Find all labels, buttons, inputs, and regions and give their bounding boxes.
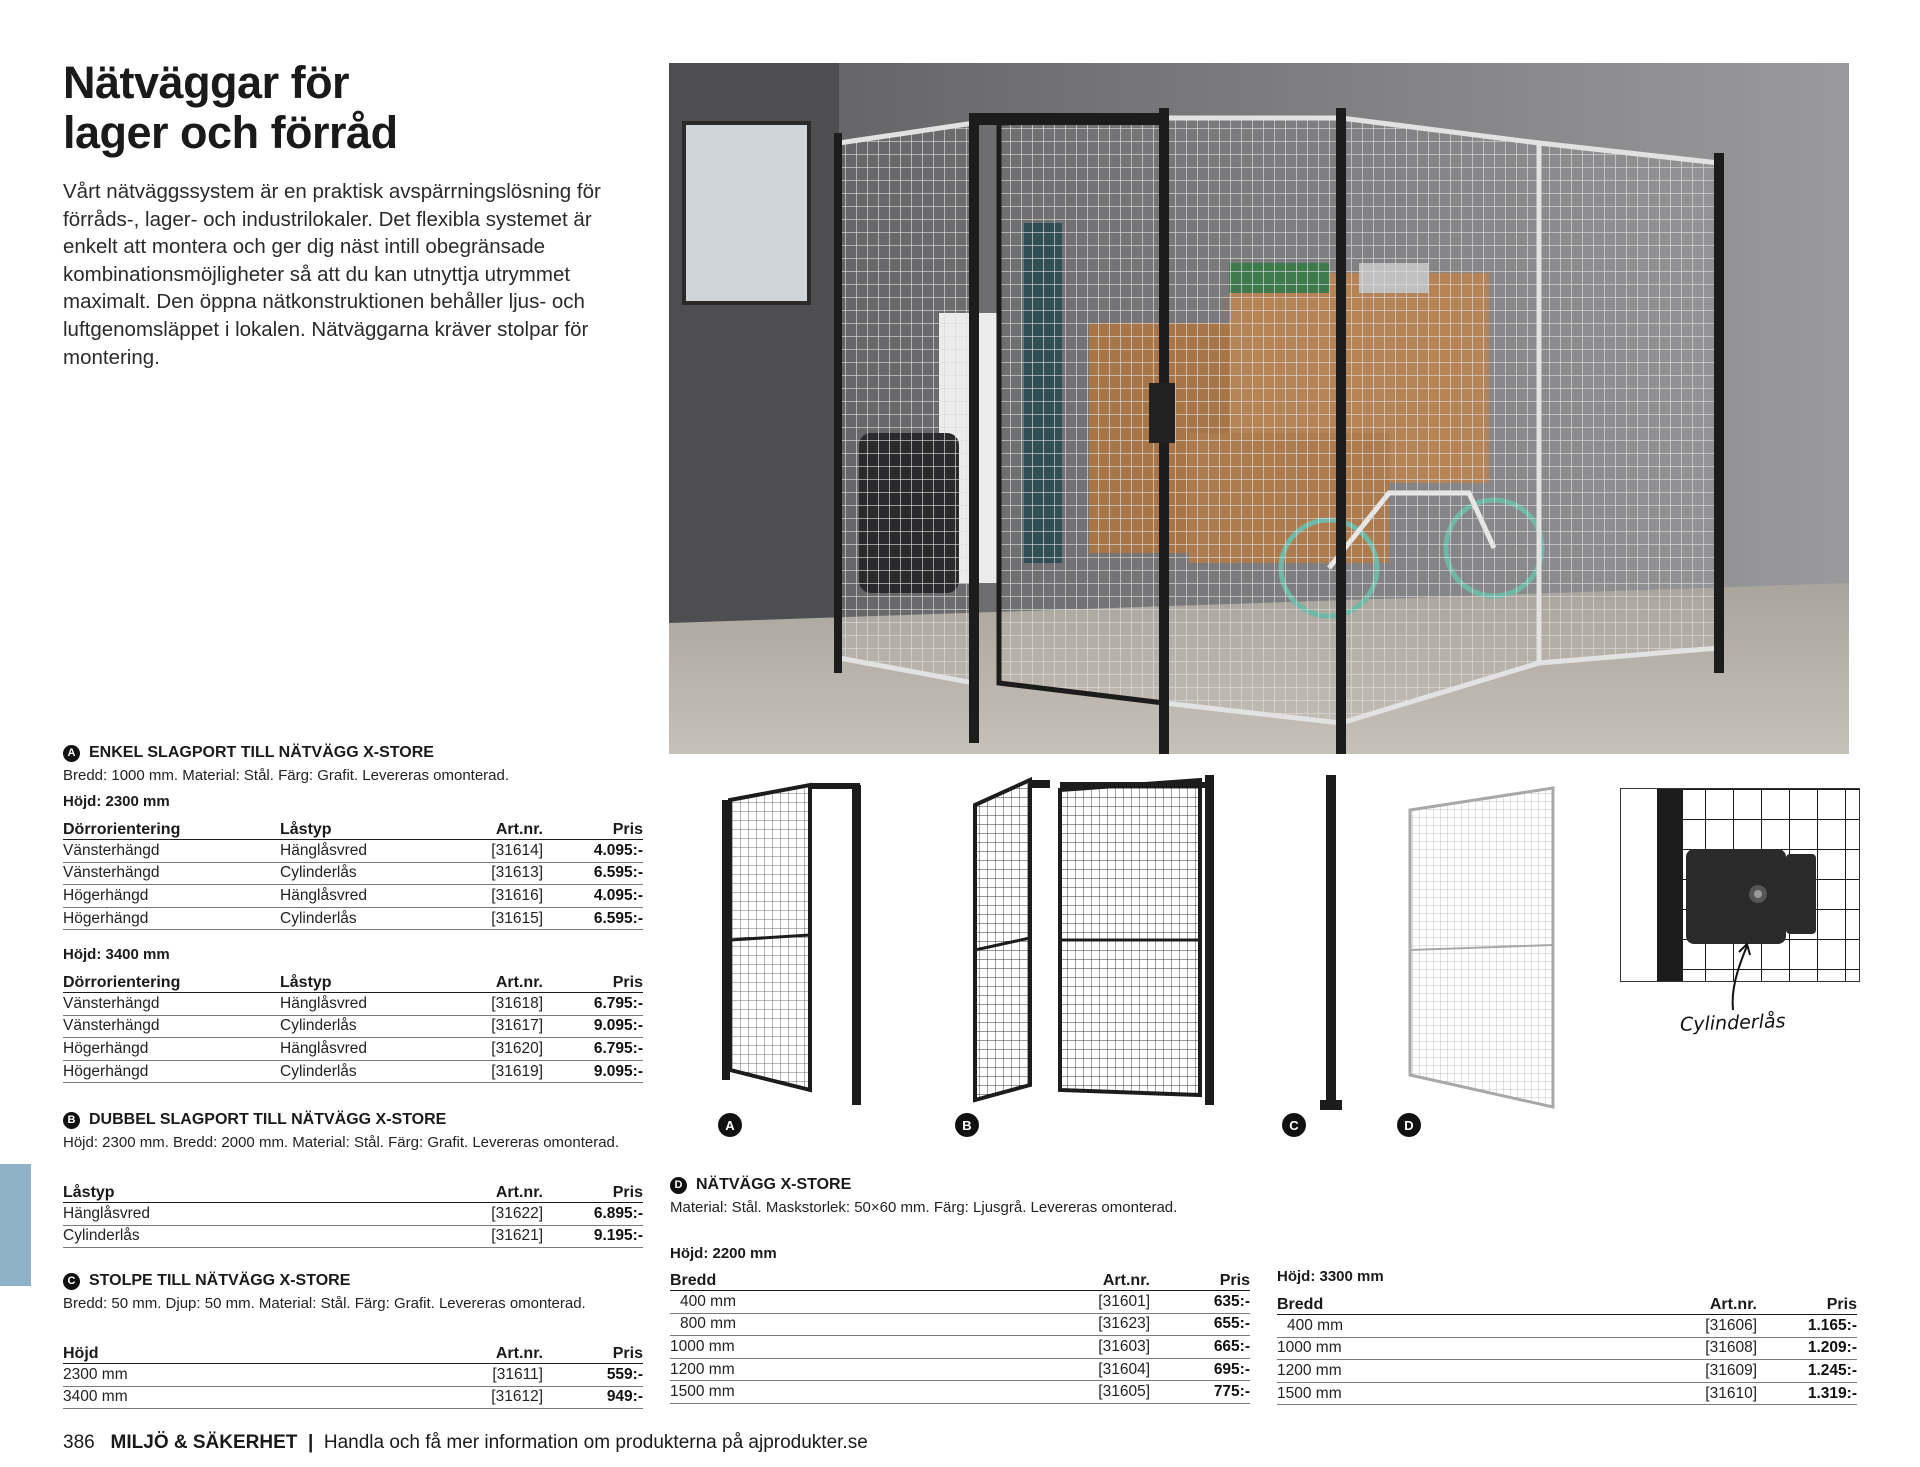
table-row: Vänsterhängd Cylinderlås [31613] 6.595:- (63, 862, 643, 885)
page-number: 386 (63, 1432, 95, 1453)
section-color-tab (0, 1164, 31, 1286)
hero-photo-storage-cage (669, 63, 1849, 754)
table-row: Hänglåsvred [31622] 6.895:- (63, 1203, 643, 1226)
table-c: Höjd Art.nr. Pris 2300 mm [31611] 559:- 3400 mm [31612] 949:- (63, 1339, 643, 1409)
section-a-badge: A (63, 745, 80, 762)
callout-cylinder-lock: Cylinderlås (1679, 1010, 1786, 1036)
table-row: Högerhängd Cylinderlås [31619] 9.095:- (63, 1060, 643, 1083)
footer-category: MILJÖ & SÄKERHET (110, 1432, 298, 1453)
product-label-d: D (1397, 1113, 1421, 1137)
product-image-double-gate (955, 770, 1225, 1105)
page-footer (63, 1432, 868, 1454)
table-a-3400: Dörrorientering Låstyp Art.nr. Pris Vänsterhängd Hänglåsvred [31618] 6.795:- Vänsterhängd Cylinderlås [31617] 9.095:- Högerhängd Hänglåsvred [31620] 6.795:- Högerhängd Cylinderlås [31619] 9.095:- (63, 968, 643, 1083)
product-image-single-gate (700, 775, 880, 1105)
page-title: Nätväggar för lager och förråd (63, 57, 398, 158)
section-c-badge: C (63, 1273, 80, 1290)
product-label-c: C (1282, 1113, 1306, 1137)
table-a-2300: Dörrorientering Låstyp Art.nr. Pris Vänsterhängd Hänglåsvred [31614] 4.095:- Vänsterhängd Cylinderlås [31613] 6.595:- Högerhängd Hänglåsvred [31616] 4.095:- Högerhängd Cylinderlås [31615] 6.595:- (63, 815, 643, 930)
section-d-title: D NÄTVÄGG X-STORE (670, 1176, 851, 1194)
product-label-a: A (718, 1113, 742, 1137)
intro-text: Vårt nätväggssystem är en praktisk avspärrningslösning för förråds-, lager- och industrilokaler. Det flexibla systemet är enkelt att montera och ger dig näst intill obegränsade kombinationsmöjligheter så att du kan utnyttja utrymmet maximalt. Den öppna nätkonstruktionen behåller ljus- och luftgenomsläppet i lokalen. Nätväggarna kräver stolpar för montering. (63, 180, 601, 369)
product-image-post (1310, 775, 1350, 1120)
section-a-description: Bredd: 1000 mm. Material: Stål. Färg: Grafit. Levereras omonterad. (63, 767, 510, 784)
footer-link-text[interactable]: Handla och få mer information om produkterna på ajprodukter.se (323, 1432, 868, 1453)
table-row: Vänsterhängd Hänglåsvred [31618] 6.795:- (63, 993, 643, 1016)
section-c-description: Bredd: 50 mm. Djup: 50 mm. Material: Stål. Färg: Grafit. Levereras omonterad. (63, 1295, 586, 1312)
section-d-height-2200: Höjd: 2200 mm (670, 1245, 777, 1262)
table-row: 1000 mm [31608] 1.209:- (1277, 1337, 1857, 1360)
table-row: 1500 mm [31610] 1.319:- (1277, 1382, 1857, 1405)
section-b-badge: B (63, 1112, 80, 1129)
section-b-description: Höjd: 2300 mm. Bredd: 2000 mm. Material: Stål. Färg: Grafit. Levereras omonterad. (63, 1134, 620, 1151)
table-row: Vänsterhängd Cylinderlås [31617] 9.095:- (63, 1015, 643, 1038)
footer-separator: | (307, 1432, 314, 1453)
table-row: 1000 mm [31603] 665:- (670, 1336, 1250, 1359)
table-row: 1200 mm [31604] 695:- (670, 1358, 1250, 1381)
table-row: 400 mm [31601] 635:- (670, 1291, 1250, 1314)
table-row: 1200 mm [31609] 1.245:- (1277, 1360, 1857, 1383)
section-d-badge: D (670, 1177, 687, 1194)
section-a-height-2300: Höjd: 2300 mm (63, 793, 170, 810)
section-d-description: Material: Stål. Maskstorlek: 50×60 mm. Färg: Ljusgrå. Levereras omonterad. (670, 1199, 1178, 1216)
table-row: 800 mm [31623] 655:- (670, 1313, 1250, 1336)
table-d-2200: Bredd Art.nr. Pris 400 mm [31601] 635:- 800 mm [31623] 655:- 1000 mm [31603] 665:- 1200 mm [31604] 695:- 1500 mm [31605] 775:- (670, 1266, 1250, 1404)
table-row: 3400 mm [31612] 949:- (63, 1386, 643, 1409)
section-d-height-3300: Höjd: 3300 mm (1277, 1268, 1384, 1285)
section-a-height-3400: Höjd: 3400 mm (63, 946, 170, 963)
table-row: Högerhängd Hänglåsvred [31616] 4.095:- (63, 885, 643, 908)
table-row: 1500 mm [31605] 775:- (670, 1381, 1250, 1404)
product-image-mesh-wall (1405, 785, 1560, 1110)
section-c-title: C STOLPE TILL NÄTVÄGG X-STORE (63, 1272, 350, 1290)
table-row: 400 mm [31606] 1.165:- (1277, 1315, 1857, 1338)
table-b: Låstyp Art.nr. Pris Hänglåsvred [31622] 6.895:- Cylinderlås [31621] 9.195:- (63, 1178, 643, 1248)
product-label-b: B (955, 1113, 979, 1137)
table-row: Högerhängd Cylinderlås [31615] 6.595:- (63, 907, 643, 930)
table-row: Vänsterhängd Hänglåsvred [31614] 4.095:- (63, 840, 643, 863)
callout-arrow (1725, 940, 1765, 1015)
section-b-title: B DUBBEL SLAGPORT TILL NÄTVÄGG X-STORE (63, 1111, 446, 1129)
table-row: Cylinderlås [31621] 9.195:- (63, 1225, 643, 1248)
table-row: Högerhängd Hänglåsvred [31620] 6.795:- (63, 1038, 643, 1061)
table-d-3300: Bredd Art.nr. Pris 400 mm [31606] 1.165:- 1000 mm [31608] 1.209:- 1200 mm [31609] 1.245:- 1500 mm [31610] 1.319:- (1277, 1290, 1857, 1405)
section-a-title: A ENKEL SLAGPORT TILL NÄTVÄGG X-STORE (63, 744, 434, 762)
table-row: 2300 mm [31611] 559:- (63, 1364, 643, 1387)
